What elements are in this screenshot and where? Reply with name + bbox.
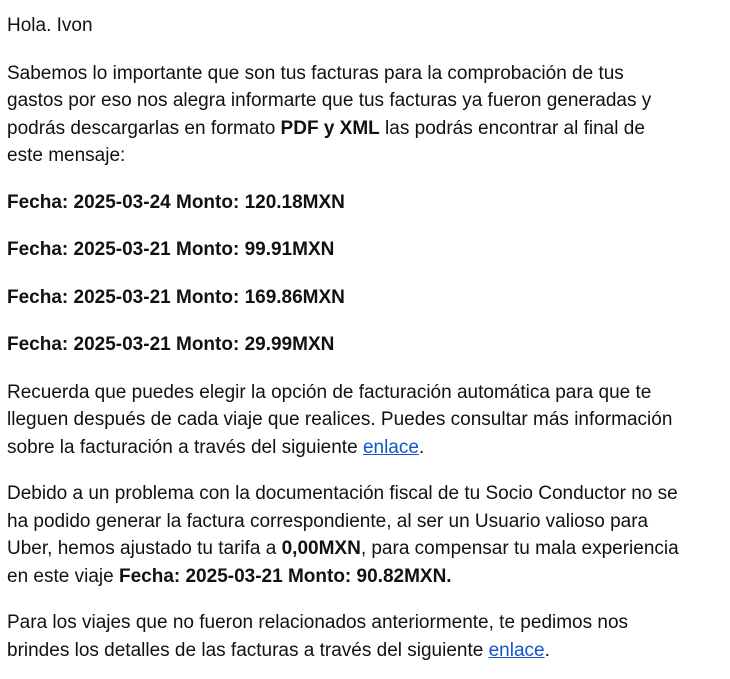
invoice-line: Fecha: 2025-03-21 Monto: 29.99MXN [7,334,335,355]
problem-text-2: , para compensar tu mala experiencia en este viaje [7,538,679,587]
invoice-details-link[interactable]: enlace [488,639,545,661]
invoice-line: Fecha: 2025-03-21 Monto: 99.91MXN [7,239,335,260]
closing-paragraph [7,609,682,664]
problem-paragraph [7,480,682,590]
invoice-line: Fecha: 2025-03-21 Monto: 169.86MXN [7,286,345,308]
closing-text: Para los viajes que no fueron relacionados anteriormente, te pedimos nos brindes los detalles de las facturas a través del siguiente [7,612,629,661]
problem-text-1: Debido a un problema con la documentación fiscal de tu Socio Conductor no se ha podido generar la factura correspondiente, al ser un Usuario valioso para Uber, hemos ajustado tu tarifa a [7,483,678,559]
reminder-paragraph [7,379,682,462]
reminder-period: . [418,436,425,458]
affected-trip: Fecha: 2025-03-21 Monto: 90.82MXN. [118,565,452,587]
intro-paragraph [7,60,682,170]
intro-text-2: las podrás encontrar al final de este mensaje: [7,117,645,166]
intro-formats: PDF y XML [280,117,380,139]
billing-info-link[interactable]: enlace [362,436,419,458]
closing-period: . [544,639,550,661]
invoice-line: Fecha: 2025-03-24 Monto: 120.18MXN [7,191,345,213]
reminder-text: Recuerda que puedes elegir la opción de facturación automática para que te lleguen después de cada viaje que realices. Puedes consultar más información sobre la facturación a través del siguiente [7,381,673,458]
intro-text-1: Sabemos lo importante que son tus facturas para la comprobación de tus gastos por eso nos alegra informarte que tus facturas ya fueron generadas y podrás descargarlas en formato [7,62,652,139]
greeting: Hola. Ivon [7,15,93,36]
adjusted-fare-amount: 0,00MXN [281,538,361,559]
